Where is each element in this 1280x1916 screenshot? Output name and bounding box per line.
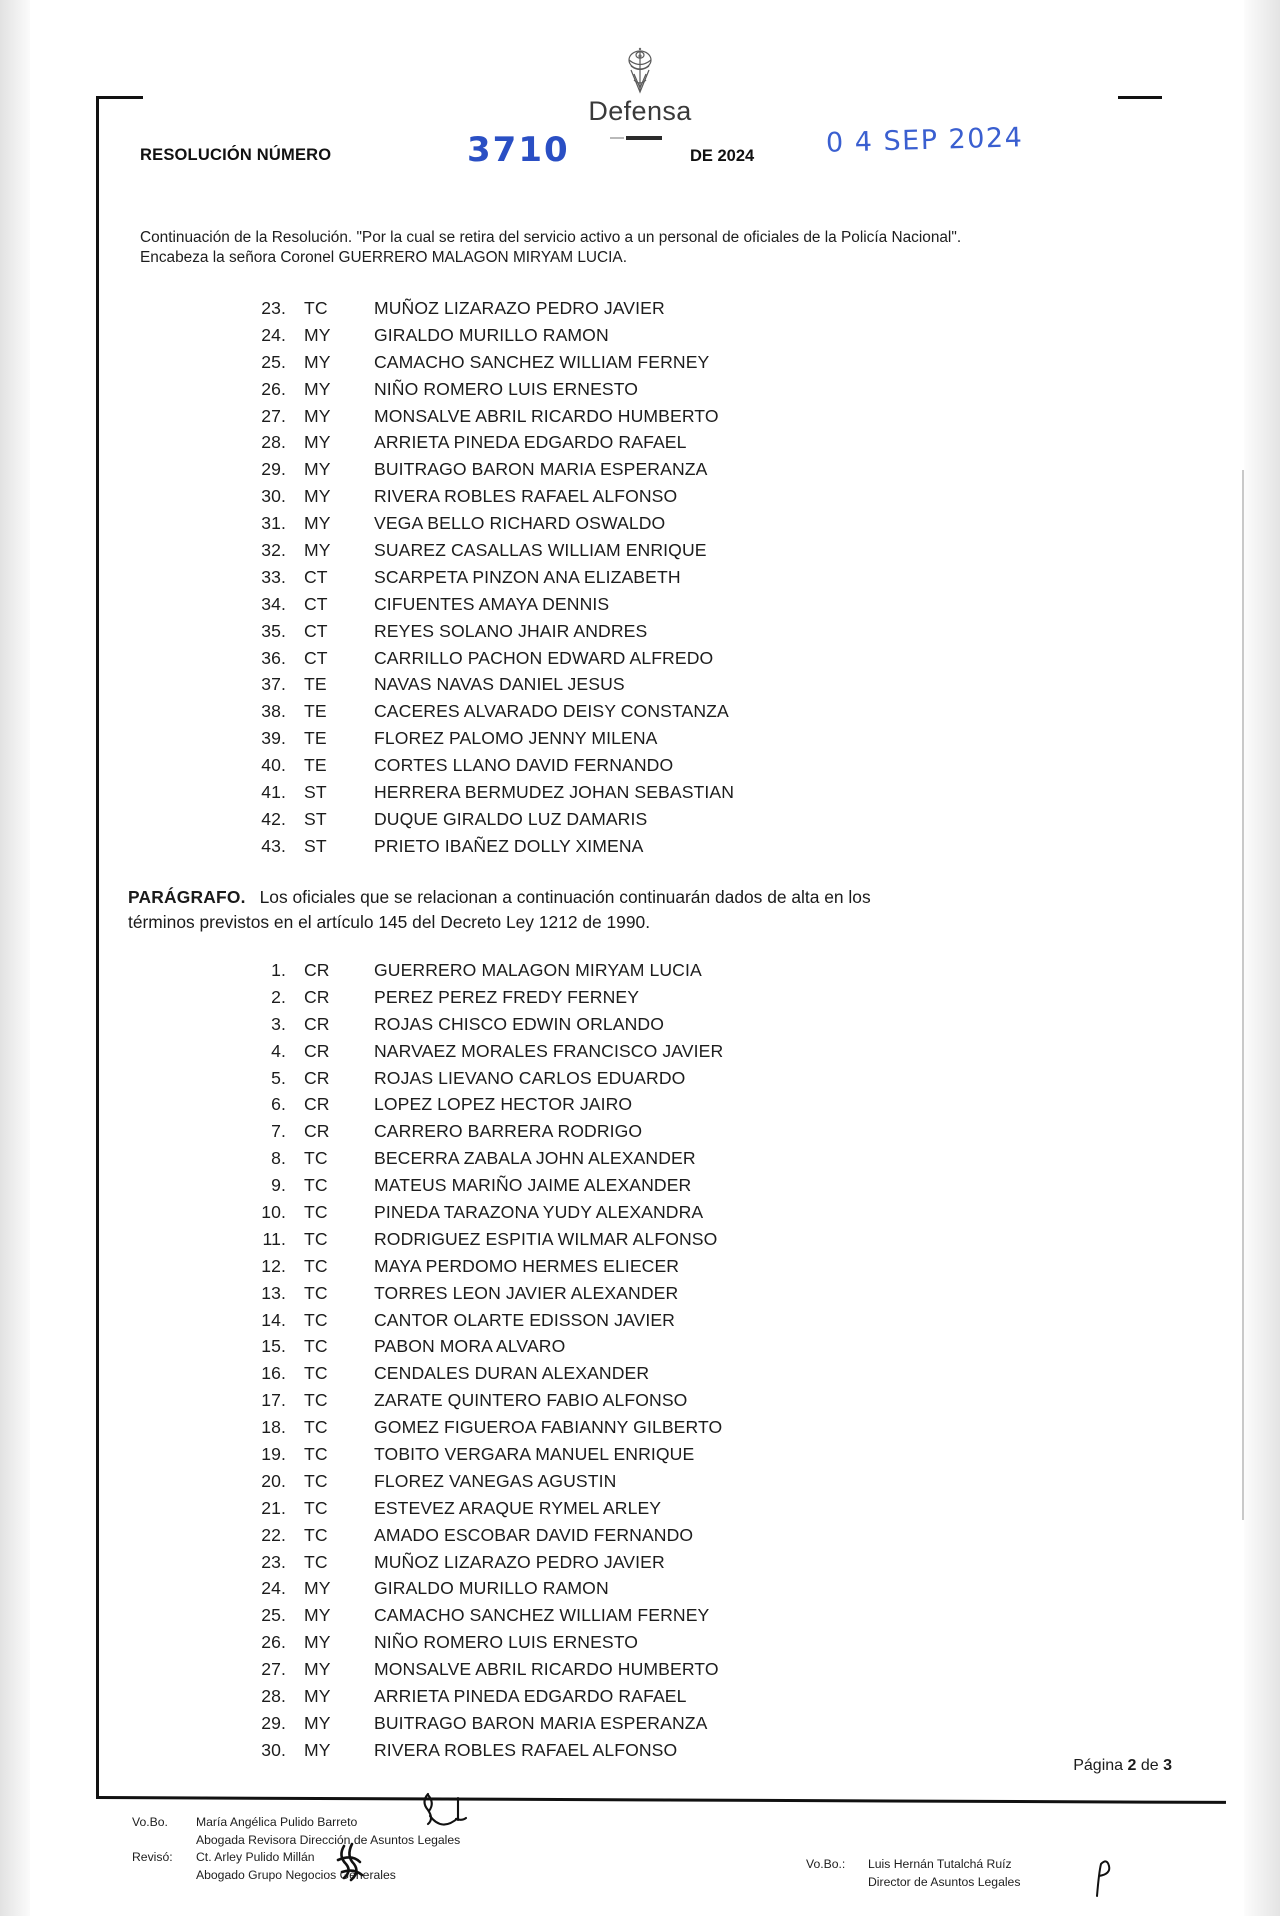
officer-row [232,728,734,755]
page-number [1073,1757,1172,1775]
reviso-name: Ct. Arley Pulido Millán [196,1850,315,1865]
officer-index: 27. [261,1659,286,1680]
officer-index: 23. [261,1551,286,1572]
officer-name: ZARATE QUINTERO FABIO ALFONSO [374,1390,688,1411]
officer-index: 20. [261,1470,286,1491]
officer-row [232,1605,723,1632]
officer-row [232,1471,723,1498]
officer-name: DUQUE GIRALDO LUZ DAMARIS [374,808,648,829]
officer-rank: CT [304,647,328,668]
officer-name: AMADO ESCOBAR DAVID FERNANDO [374,1524,694,1545]
officer-name: NARVAEZ MORALES FRANCISCO JAVIER [374,1040,724,1061]
officer-row [232,594,734,621]
officer-index: 16. [261,1363,286,1384]
officer-rank: TC [304,1148,328,1169]
paragrafo-keyword: PARÁGRAFO. [128,887,246,907]
officer-rank: TE [304,728,327,749]
officer-name: ESTEVEZ ARAQUE RYMEL ARLEY [374,1497,662,1518]
officer-name: TORRES LEON JAVIER ALEXANDER [374,1282,679,1303]
scan-right-crease-line [1242,470,1244,1520]
officer-index: 28. [261,432,286,453]
page-label-prefix: Página [1073,1757,1128,1774]
vobo-row [132,1814,460,1832]
officer-index: 6. [271,1094,286,1115]
officer-name: RIVERA ROBLES RAFAEL ALFONSO [374,1739,678,1760]
officer-index: 24. [261,324,286,345]
officer-name: MUÑOZ LIZARAZO PEDRO JAVIER [374,1551,665,1572]
officer-index: 9. [271,1175,286,1196]
officer-name: PRIETO IBAÑEZ DOLLY XIMENA [374,835,644,856]
officer-rank: CR [304,960,330,980]
officer-row [232,648,734,675]
vobo-tag: Vo.Bo. [132,1815,168,1829]
officer-row [232,1552,723,1579]
officer-rank: TC [304,1390,328,1411]
page-current: 2 [1127,1757,1137,1774]
officer-name: LOPEZ LOPEZ HECTOR JAIRO [374,1094,633,1115]
officer-index: 36. [261,647,286,668]
officer-rank: ST [304,835,327,856]
officer-index: 13. [261,1282,286,1303]
officer-row [232,1444,723,1471]
officer-row [232,809,734,836]
officer-rank: MY [304,1632,331,1653]
officer-rank: TE [304,755,327,776]
officer-name: GIRALDO MURILLO RAMON [374,324,609,345]
officer-rank: TC [304,1417,328,1438]
officer-row [232,1686,723,1713]
officer-index: 12. [261,1255,286,1276]
reviso-title: Abogado Grupo Negocios Generales [196,1868,396,1883]
continuation-line-1: Continuación de la Resolución. "Por la cual se retira del servicio activo a un personal de oficiales de la Policía Nacional". [140,229,962,246]
paragrafo-first-line [128,885,1183,910]
officer-rank: CT [304,620,328,641]
officer-row [232,1525,723,1552]
paragrafo-block [128,885,1183,934]
officer-row [232,298,734,325]
officer-rank: MY [304,540,331,561]
officer-index: 14. [261,1309,286,1330]
officer-rank: MY [304,459,331,480]
officer-name: MATEUS MARIÑO JAIME ALEXANDER [374,1175,692,1196]
frame-left-rule [96,96,99,1796]
officer-index: 22. [261,1524,286,1545]
officer-index: 25. [261,351,286,372]
officer-name: MONSALVE ABRIL RICARDO HUMBERTO [374,1659,719,1680]
officer-row [232,1148,723,1175]
officer-index: 1. [271,960,286,980]
officer-name: FLOREZ VANEGAS AGUSTIN [374,1470,617,1491]
officer-index: 24. [261,1578,286,1599]
officer-rank: MY [304,405,331,426]
officer-row [232,782,734,809]
officer-row [232,1578,723,1605]
officer-rank: CR [304,1121,330,1142]
officer-index: 25. [261,1605,286,1626]
scan-left-edge [0,0,30,1916]
officer-index: 2. [271,986,286,1007]
officer-row [232,1659,723,1686]
officer-row [232,1740,723,1767]
officer-index: 32. [261,540,286,561]
officer-name: RODRIGUEZ ESPITIA WILMAR ALFONSO [374,1228,718,1249]
officer-row [232,1336,723,1363]
officer-rank: MY [304,432,331,453]
officer-name: GIRALDO MURILLO RAMON [374,1578,609,1599]
officer-index: 33. [261,566,286,587]
officer-index: 10. [261,1202,286,1223]
officer-row [232,1632,723,1659]
officer-index: 28. [261,1686,286,1707]
officer-row [232,1363,723,1390]
officer-row [232,1121,723,1148]
officer-index: 15. [261,1336,286,1357]
officer-rank: CR [304,1013,330,1034]
officer-rank: TE [304,701,327,722]
officer-name: ARRIETA PINEDA EDGARDO RAFAEL [374,1686,687,1707]
officer-rank: TC [304,1497,328,1518]
officer-row [232,325,734,352]
officer-index: 41. [261,782,286,803]
officer-row [232,1094,723,1121]
officer-index: 43. [261,835,286,856]
continuation-paragraph [140,228,1180,269]
officer-rank: MY [304,324,331,345]
officer-index: 38. [261,701,286,722]
officer-name: NIÑO ROMERO LUIS ERNESTO [374,378,639,399]
vobo-name: María Angélica Pulido Barreto [196,1815,358,1829]
officer-row [232,1390,723,1417]
officer-name: CARRERO BARRERA RODRIGO [374,1121,643,1142]
officer-name: BUITRAGO BARON MARIA ESPERANZA [374,1712,708,1733]
officer-rank: TC [304,1282,328,1303]
officer-index: 18. [261,1417,286,1438]
officer-index: 17. [261,1390,286,1411]
officer-name: GUERRERO MALAGON MIRYAM LUCIA [374,960,702,980]
officer-index: 3. [271,1013,286,1034]
officer-row [232,1713,723,1740]
officer-list-retained [232,960,723,1767]
continuation-line-2: Encabeza la señora Coronel GUERRERO MALAGON MIRYAM LUCIA. [140,249,627,267]
officer-rank: TC [304,1524,328,1545]
officer-row [232,540,734,567]
officer-index: 30. [261,1739,286,1760]
officer-index: 27. [261,405,286,426]
scan-right-edge [1244,0,1280,1916]
paragrafo-text-line-1: Los oficiales que se relacionan a continuación continuarán dados de alta en los [259,887,871,907]
officer-name: SCARPETA PINZON ANA ELIZABETH [374,566,681,587]
officer-rank: TC [304,1228,328,1249]
officer-name: NIÑO ROMERO LUIS ERNESTO [374,1632,639,1653]
officer-rank: ST [304,782,327,803]
officer-rank: MY [304,378,331,399]
officer-rank: TC [304,1363,328,1384]
officer-row [232,406,734,433]
officer-row [232,1417,723,1444]
officer-row [232,701,734,728]
reviso-tag: Revisó: [132,1850,173,1865]
officer-index: 7. [271,1121,286,1142]
officer-rank: TC [304,298,328,318]
officer-rank: TC [304,1551,328,1572]
ministry-name: Defensa [588,96,692,126]
officer-name: CANTOR OLARTE EDISSON JAVIER [374,1309,675,1330]
officer-row [232,1014,723,1041]
officer-rank: TC [304,1202,328,1223]
officer-row [232,1041,723,1068]
resolution-year: DE 2024 [690,147,755,165]
officer-name: BECERRA ZABALA JOHN ALEXANDER [374,1148,696,1169]
officer-name: PINEDA TARAZONA YUDY ALEXANDRA [374,1202,704,1223]
officer-rank: TC [304,1255,328,1276]
officer-row [232,459,734,486]
officer-rank: MY [304,1605,331,1626]
officer-name: SUAREZ CASALLAS WILLIAM ENRIQUE [374,540,707,561]
officer-row [232,432,734,459]
page-total: 3 [1163,1757,1172,1774]
officer-index: 40. [261,755,286,776]
vobo-tag-right: Vo.Bo.: [806,1857,846,1871]
officer-index: 19. [261,1444,286,1465]
officer-index: 34. [261,593,286,614]
officer-rank: MY [304,1578,331,1599]
officer-index: 29. [261,459,286,480]
officer-index: 4. [271,1040,286,1061]
officer-row [232,486,734,513]
officer-index: 11. [262,1228,286,1249]
officer-name: TOBITO VERGARA MANUEL ENRIQUE [374,1444,695,1465]
officer-row [232,1068,723,1095]
officer-name: PEREZ PEREZ FREDY FERNEY [374,986,640,1007]
officer-row [232,352,734,379]
colombia-coat-of-arms-icon [0,46,1280,103]
officer-name: ROJAS LIEVANO CARLOS EDUARDO [374,1067,686,1088]
officer-row [232,1498,723,1525]
officer-rank: TC [304,1309,328,1330]
officer-rank: TE [304,674,327,695]
officer-rank: TC [304,1336,328,1357]
officer-row [232,621,734,648]
vobo-title-right: Director de Asuntos Legales [868,1874,1021,1889]
officer-name: CIFUENTES AMAYA DENNIS [374,593,610,614]
officer-rank: MY [304,513,331,534]
officer-name: REYES SOLANO JHAIR ANDRES [374,620,648,641]
officer-rank: CR [304,1040,330,1061]
officer-rank: MY [304,351,331,372]
officer-index: 8. [271,1148,286,1169]
officer-name: HERRERA BERMUDEZ JOHAN SEBASTIAN [374,782,735,803]
footer-signature-left [132,1814,460,1885]
officer-row [232,567,734,594]
officer-row [232,1229,723,1256]
officer-rank: MY [304,1712,331,1733]
page-label-middle: de [1136,1757,1164,1774]
officer-name: MONSALVE ABRIL RICARDO HUMBERTO [374,405,719,426]
officer-name: ROJAS CHISCO EDWIN ORLANDO [374,1013,664,1034]
officer-index: 26. [261,1632,286,1653]
officer-index: 5. [271,1067,286,1088]
officer-index: 31. [261,513,286,534]
officer-row [232,1310,723,1337]
officer-name: MAYA PERDOMO HERMES ELIECER [374,1255,680,1276]
footer-signature-right [806,1856,1020,1891]
officer-row [232,1202,723,1229]
officer-row [232,836,734,863]
officer-name: CARRILLO PACHON EDWARD ALFREDO [374,647,714,668]
officer-rank: TC [304,1444,328,1465]
officer-name: MUÑOZ LIZARAZO PEDRO JAVIER [374,298,665,318]
officer-index: 30. [261,486,286,507]
officer-row [232,1175,723,1202]
officer-index: 37. [261,674,286,695]
officer-list-continued [232,298,734,863]
paragrafo-text-line-2: términos previstos en el artículo 145 del Decreto Ley 1212 de 1990. [128,911,651,932]
vobo-name-right: Luis Hernán Tutalchá Ruíz [868,1857,1012,1871]
resolution-stamp-date: 0 4 SEP 2024 [825,122,1024,159]
officer-name: PABON MORA ALVARO [374,1336,566,1357]
officer-rank: MY [304,486,331,507]
officer-name: CENDALES DURAN ALEXANDER [374,1363,650,1384]
officer-name: BUITRAGO BARON MARIA ESPERANZA [374,459,708,480]
officer-row [232,987,723,1014]
officer-rank: CR [304,1067,330,1088]
officer-name: CAMACHO SANCHEZ WILLIAM FERNEY [374,1605,710,1626]
vobo-title: Abogada Revisora Dirección de Asuntos Legales [196,1832,461,1847]
officer-rank: TC [304,1470,328,1491]
officer-name: CACERES ALVARADO DEISY CONSTANZA [374,701,729,722]
reviso-row [132,1849,460,1867]
officer-rank: MY [304,1659,331,1680]
vobo-row-right [806,1856,1020,1874]
officer-row [232,1283,723,1310]
officer-index: 39. [261,728,286,749]
officer-rank: CT [304,593,328,614]
officer-rank: MY [304,1739,331,1760]
officer-rank: MY [304,1686,331,1707]
officer-name: NAVAS NAVAS DANIEL JESUS [374,674,625,695]
letterhead-rule [626,136,662,140]
officer-name: RIVERA ROBLES RAFAEL ALFONSO [374,486,678,507]
officer-row [232,674,734,701]
officer-name: VEGA BELLO RICHARD OSWALDO [374,513,666,534]
officer-index: 23. [261,298,286,318]
officer-row [232,755,734,782]
resolution-number: 3710 [467,130,570,170]
officer-index: 42. [261,808,286,829]
officer-index: 35. [261,620,286,641]
officer-index: 21. [261,1497,286,1518]
officer-name: CORTES LLANO DAVID FERNANDO [374,755,674,776]
officer-row [232,379,734,406]
officer-row [232,960,723,987]
officer-rank: TC [304,1175,328,1196]
officer-rank: CR [304,986,330,1007]
officer-name: CAMACHO SANCHEZ WILLIAM FERNEY [374,351,710,372]
officer-rank: ST [304,808,327,829]
resolution-label: RESOLUCIÓN NÚMERO [140,146,332,164]
officer-name: ARRIETA PINEDA EDGARDO RAFAEL [374,432,687,453]
officer-rank: CR [304,1094,330,1115]
officer-row [232,1256,723,1283]
officer-name: FLOREZ PALOMO JENNY MILENA [374,728,658,749]
officer-row [232,513,734,540]
officer-name: GOMEZ FIGUEROA FABIANNY GILBERTO [374,1417,723,1438]
officer-index: 26. [261,378,286,399]
officer-rank: CT [304,566,328,587]
officer-index: 29. [261,1712,286,1733]
